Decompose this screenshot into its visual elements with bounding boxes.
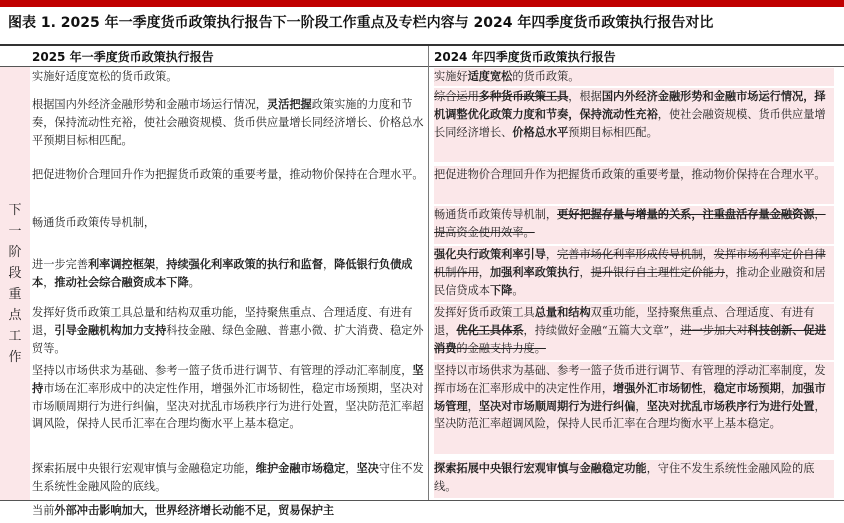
cell-text: 探索拓展中央银行宏观审慎与金融稳定功能， bbox=[32, 462, 256, 475]
emphasis-text: 探索拓展中央银行宏观审慎与金融稳定功能 bbox=[434, 462, 647, 475]
table-top-rule bbox=[0, 44, 844, 46]
emphasis-text: 下降 bbox=[489, 283, 513, 297]
cell-text: ， bbox=[322, 258, 335, 271]
cell-text: 把促进物价合理回升作为把握货币政策的重要考量，推动物价保持在合理水平。 bbox=[434, 168, 826, 181]
cell-text: ，使社会融资规模、货币供应量增长同经济增长、 bbox=[434, 107, 826, 139]
cell-text: ，坚决防范汇率超调风险，保持人民币汇率在合理均衡水平上基本稳定。 bbox=[434, 399, 826, 431]
struck-text: 完善市场化利率形成传导机制 bbox=[557, 248, 703, 261]
struck-text: 提升银行自主理性定价能力 bbox=[590, 265, 725, 279]
cell-text: ， bbox=[345, 462, 357, 475]
emphasis-text: 增强外汇市场韧性 bbox=[613, 381, 703, 395]
side-label-char: 点 bbox=[8, 308, 22, 323]
row-1-left bbox=[32, 68, 426, 86]
cell-text: 的货币政策。 bbox=[512, 70, 580, 83]
cell-text: 当前 bbox=[32, 504, 55, 517]
column-divider bbox=[428, 46, 429, 500]
cell-text: ， bbox=[702, 381, 714, 395]
cell-text: ， bbox=[545, 248, 558, 261]
emphasis-text: 稳定市场预期 bbox=[713, 381, 781, 395]
cell-text: ，根据 bbox=[568, 90, 602, 103]
emphasis-text: 价格总水平 bbox=[512, 125, 569, 139]
cell-text: ， bbox=[780, 381, 793, 395]
row-3-right bbox=[434, 166, 834, 204]
header-rule bbox=[0, 66, 844, 67]
emphasis-text: 坚持 bbox=[32, 364, 424, 395]
row-1-right bbox=[434, 68, 834, 86]
struck-text: 发挥市场利率定价自律机制作用 bbox=[434, 248, 826, 279]
cell-text: 科技金融、绿色金融、普惠小微、扩大消费、稳定外贸等。 bbox=[32, 323, 424, 355]
emphasis-text: 坚决对扰乱市场秩序行为进行处置 bbox=[646, 399, 815, 413]
emphasis-text: 引导金融机构加力支持 bbox=[54, 323, 167, 337]
cell-text: 预期目标相匹配。 bbox=[568, 125, 658, 139]
cell-text: ， bbox=[43, 275, 55, 289]
cell-text: ，持续做好金融“五篇大文章”， bbox=[523, 323, 681, 337]
cell-text: ， bbox=[467, 399, 479, 413]
emphasis-text: 灵活把握 bbox=[266, 98, 312, 111]
emphasis-text: 更好把握存量与增量的关系，注重盘活存量金融资源 bbox=[557, 208, 815, 221]
cell-text: 发挥好货币政策工具总量和结构双重功能，坚持聚焦重点、合理适度、有进有退， bbox=[32, 306, 413, 337]
row-6-right bbox=[434, 304, 834, 360]
emphasis-text: 推动社会综合融资成本下降 bbox=[54, 275, 189, 289]
cell-text: 。 bbox=[512, 283, 524, 297]
emphasis-text: 维护金融市场稳定 bbox=[255, 462, 346, 475]
right-column-header: 2024 年四季度货币政策执行报告 bbox=[434, 50, 616, 64]
cell-text: 实施好适度宽松的货币政策。 bbox=[32, 70, 178, 83]
cell-text: ， bbox=[579, 265, 591, 279]
cell-text: 坚持以市场供求为基础、参考一篮子货币进行调节、有管理的浮动汇率制度， bbox=[32, 364, 413, 377]
cell-text: 畅通货币政策传导机制， bbox=[434, 208, 558, 221]
bottom-paragraph bbox=[32, 502, 832, 523]
cell-text: 坚持以市场供求为基础、参考一篮子货币进行调节、有管理的浮动汇率制度，发挥市场在汇率形成中的决定性作用， bbox=[434, 364, 826, 395]
figure-title: 图表 1. 2025 年一季度货币政策执行报告下一阶段工作重点及专栏内容与 2024 年四季度货币政策执行报告对比 bbox=[8, 15, 714, 31]
emphasis-text: 利率调控框架 bbox=[87, 258, 156, 271]
table-bottom-rule bbox=[0, 500, 844, 501]
row-5-right bbox=[434, 246, 834, 302]
cell-text: 实施好 bbox=[434, 70, 468, 83]
side-label-char: 工 bbox=[8, 329, 22, 344]
emphasis-text: 国内外经济金融形势和金融市场运行情况，择机调整优化政策力度和节奏，保持流动性充裕 bbox=[434, 90, 826, 121]
cell-text: ， bbox=[478, 265, 490, 279]
row-4-left bbox=[32, 214, 426, 234]
cell-text: 政策实施的力度和节奏，保持流动性充裕，使社会融资规模、货币供应量增长同经济增长、价格总水平预期目标相匹配。 bbox=[32, 98, 424, 147]
side-label-char: 重 bbox=[8, 287, 22, 302]
row-7-left bbox=[32, 362, 426, 454]
emphasis-text: 持续强化利率政策的执行和监督 bbox=[166, 258, 323, 271]
cell-text: 守住不发生系统性金融风险的底线。 bbox=[32, 462, 424, 493]
cell-text: 把促进物价合理回升作为把握货币政策的重要考量，推动物价保持在合理水平。 bbox=[32, 168, 424, 181]
emphasis-text: 降低银行负债成本 bbox=[32, 258, 413, 289]
row-6-left bbox=[32, 304, 426, 360]
emphasis-text: 适度宽松 bbox=[467, 70, 513, 83]
cell-text: 。 bbox=[188, 275, 200, 289]
cell-text: 市场在汇率形成中的决定性作用，增强外汇市场韧性，稳定市场预期，坚决对市场顺周期行为进行纠偏，坚决对扰乱市场秩序行为进行处置，坚决防范汇率超调风险，保持人民币汇率在合理均衡水平上基本稳定。 bbox=[32, 381, 424, 431]
cell-text: ，守住不发生系统性金融风险的底线。 bbox=[434, 462, 815, 493]
row-2-left bbox=[32, 96, 426, 152]
emphasis-text: 坚决 bbox=[356, 462, 379, 475]
cell-text: 畅通货币政策传导机制， bbox=[32, 216, 156, 229]
row-8-left bbox=[32, 460, 426, 498]
left-column-header: 2025 年一季度货币政策执行报告 bbox=[32, 50, 214, 64]
struck-text: ，提高资金使用效率。 bbox=[434, 208, 826, 239]
side-label bbox=[0, 200, 30, 368]
top-accent-bar bbox=[0, 0, 844, 7]
struck-text: 进一步加大对 bbox=[680, 323, 748, 337]
row-5-left bbox=[32, 256, 426, 294]
struck-text: 的金融支持力度。 bbox=[456, 341, 546, 355]
side-label-char: 阶 bbox=[8, 245, 22, 260]
row-2-right bbox=[434, 88, 834, 162]
cell-text: 发挥好货币政策工具 bbox=[434, 306, 535, 319]
emphasis-text: 强化央行政策利率引导 bbox=[434, 248, 546, 261]
row-4-right bbox=[434, 206, 834, 244]
side-label-char: 段 bbox=[8, 266, 22, 281]
cell-text: 双重功能，坚持聚焦重点、合理适度、有进有退， bbox=[434, 306, 815, 337]
emphasis-text: 加强利率政策执行 bbox=[489, 265, 580, 279]
emphasis-text: 总量和结构 bbox=[534, 306, 591, 319]
emphasis-text: 优化工具体系 bbox=[456, 323, 524, 337]
emphasis-text: 坚决对市场顺周期行为进行纠偏 bbox=[478, 399, 636, 413]
emphasis-text: 外部冲击影响加大，世界经济增长动能不足，贸易保护主 bbox=[54, 504, 335, 517]
cell-text: ， bbox=[155, 258, 167, 271]
row-3-left bbox=[32, 166, 426, 204]
side-label-char: 一 bbox=[8, 224, 22, 239]
cell-text: ，推动企业融资和居民信贷成本 bbox=[434, 265, 826, 297]
row-8-right bbox=[434, 460, 834, 498]
cell-text: ， bbox=[702, 248, 714, 261]
cell-text: 根据国内外经济金融形势和金融市场运行情况， bbox=[32, 98, 267, 111]
row-7-right bbox=[434, 362, 834, 454]
emphasis-text: 加强市场管理 bbox=[434, 381, 826, 413]
cell-text: ， bbox=[635, 399, 647, 413]
cell-text: 进一步完善 bbox=[32, 258, 88, 271]
struck-text: 综合运用 bbox=[434, 90, 479, 103]
emphasis-text: 多种货币政策工具 bbox=[478, 90, 569, 103]
emphasis-text: 科技创新、促进消费 bbox=[434, 323, 826, 355]
side-label-char: 下 bbox=[8, 203, 22, 218]
side-label-char: 作 bbox=[8, 350, 22, 365]
